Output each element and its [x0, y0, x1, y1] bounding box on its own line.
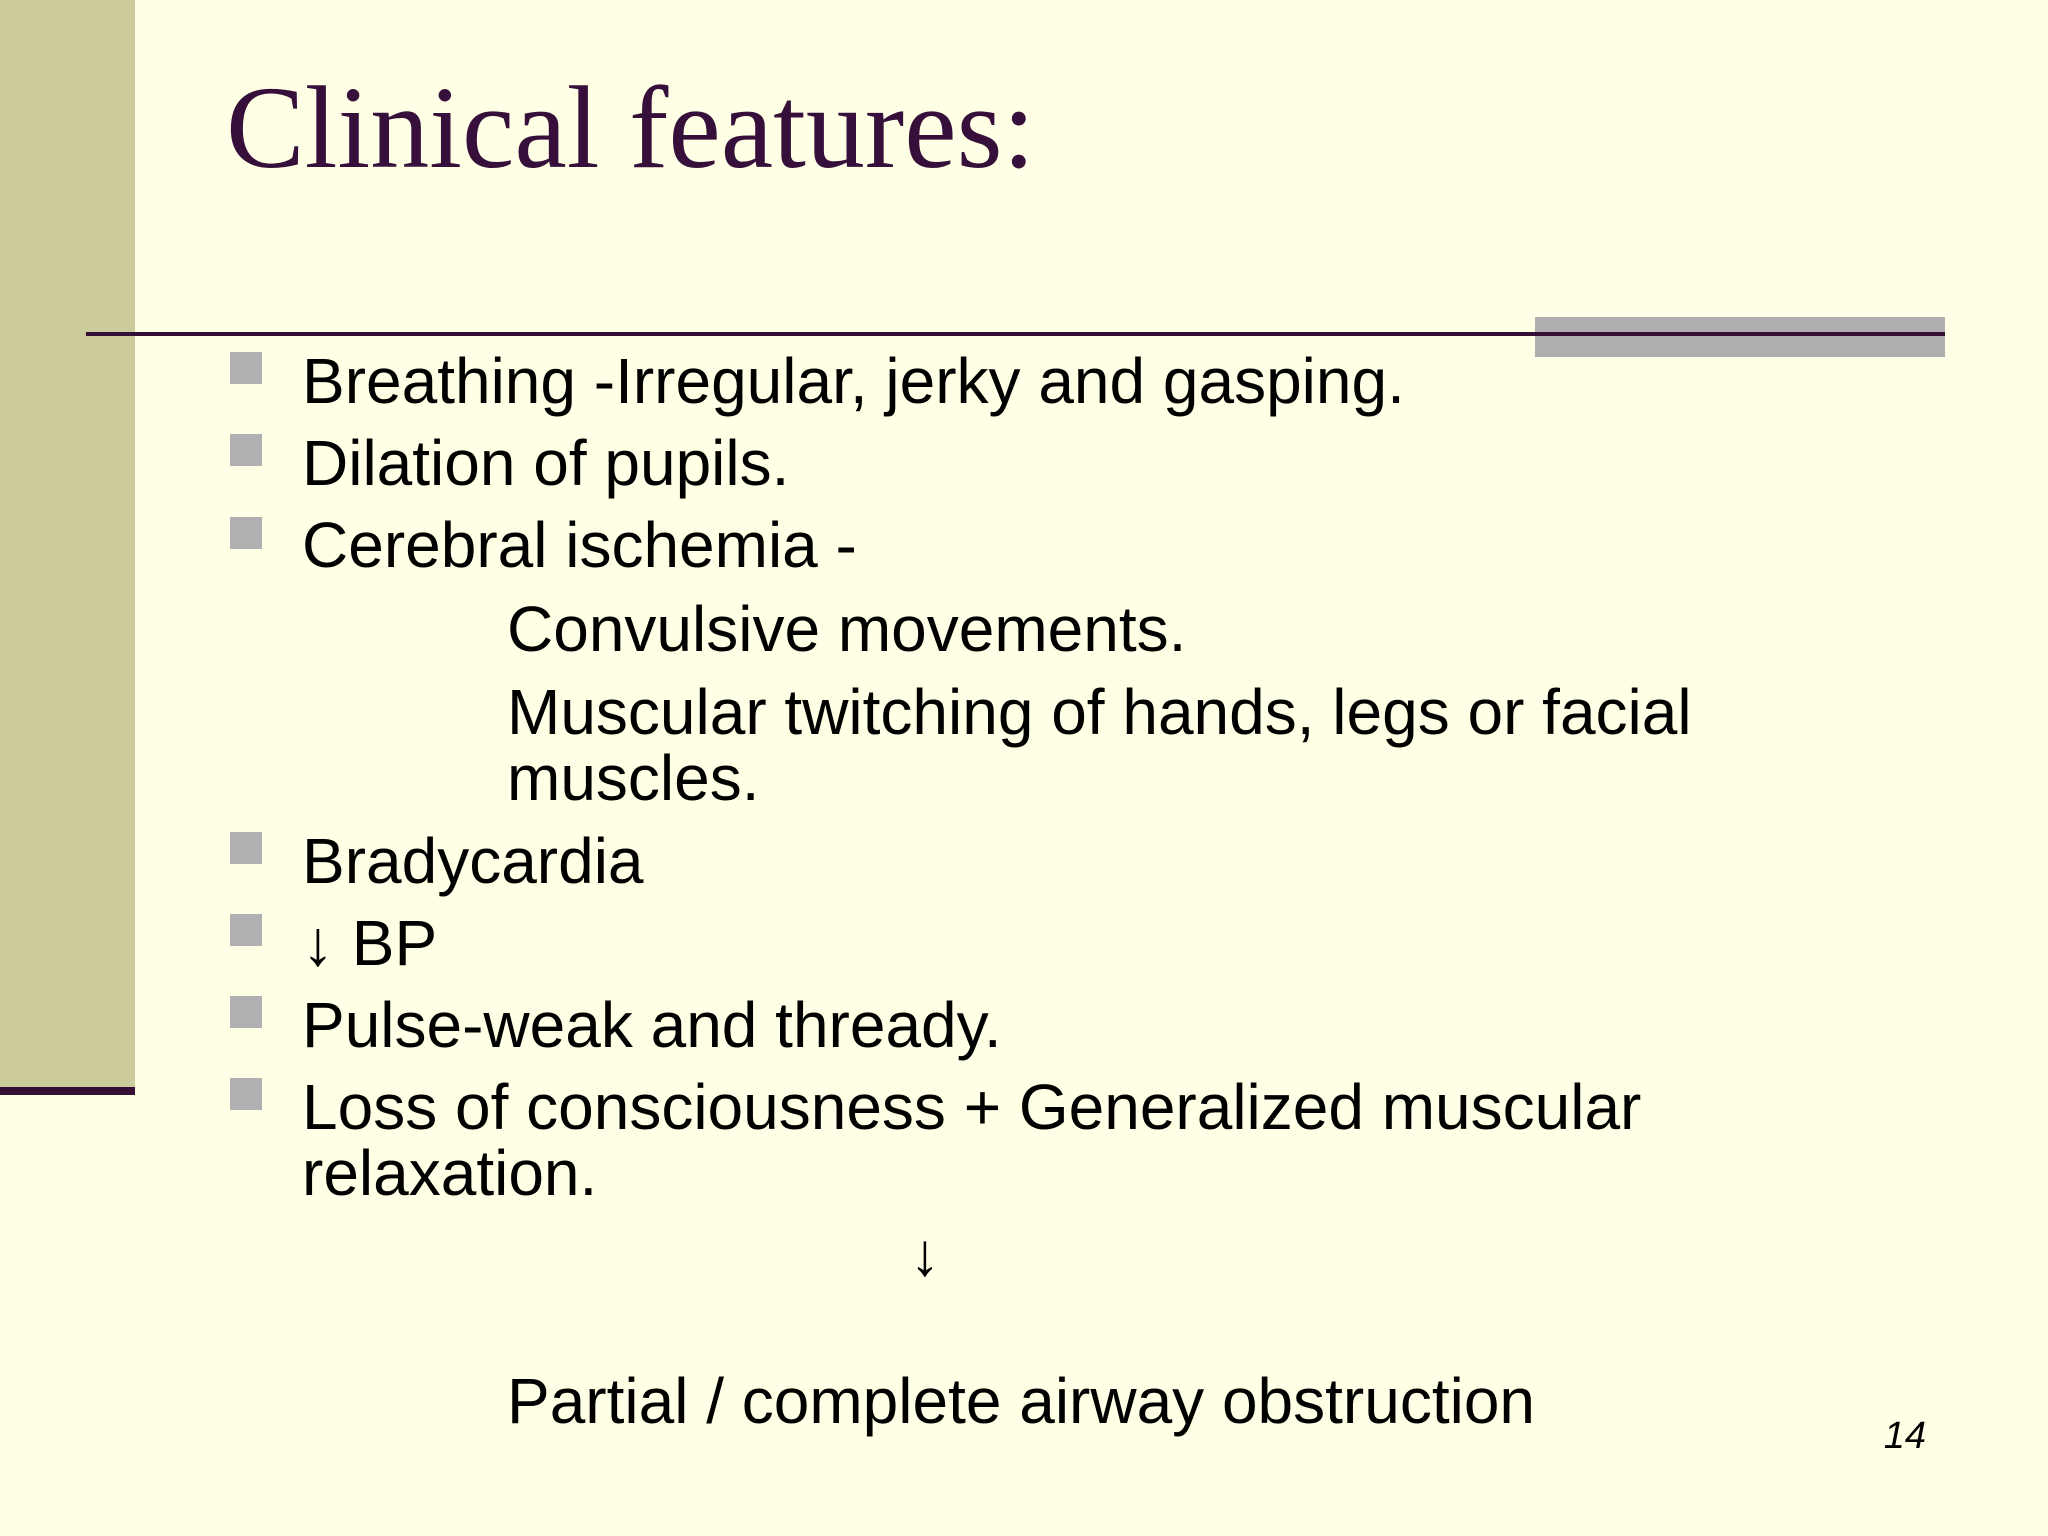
sub-item-twitching-cont: muscles.: [507, 742, 760, 814]
bullet-marker: [230, 517, 262, 549]
sub-item-convulsive: Convulsive movements.: [507, 593, 1187, 665]
slide-title: Clinical features:: [226, 62, 1036, 193]
airway-obstruction-result: Partial / complete airway obstruction: [507, 1365, 1535, 1437]
bullet-marker: [230, 1078, 262, 1110]
bullet-marker: [230, 914, 262, 946]
down-arrow-icon: ↓: [910, 1221, 940, 1288]
bullet-marker: [230, 996, 262, 1028]
bullet-loss-consciousness-cont: relaxation.: [302, 1137, 598, 1209]
bullet-bradycardia: Bradycardia: [302, 825, 644, 897]
page-number: 14: [1883, 1415, 1926, 1457]
bullet-pupils: Dilation of pupils.: [302, 427, 790, 499]
bullet-pulse: Pulse-weak and thready.: [302, 989, 1002, 1061]
bullet-breathing: Breathing -Irregular, jerky and gasping.: [302, 345, 1405, 417]
bullet-cerebral-ischemia: Cerebral ischemia -: [302, 509, 857, 581]
bullet-marker: [230, 352, 262, 384]
bullet-marker: [230, 434, 262, 466]
bullet-loss-consciousness: Loss of consciousness + Generalized muscular: [302, 1071, 1642, 1143]
sub-item-twitching: Muscular twitching of hands, legs or facial: [507, 676, 1692, 748]
bullet-bp: ↓ BP: [302, 907, 438, 979]
bullet-marker: [230, 832, 262, 864]
